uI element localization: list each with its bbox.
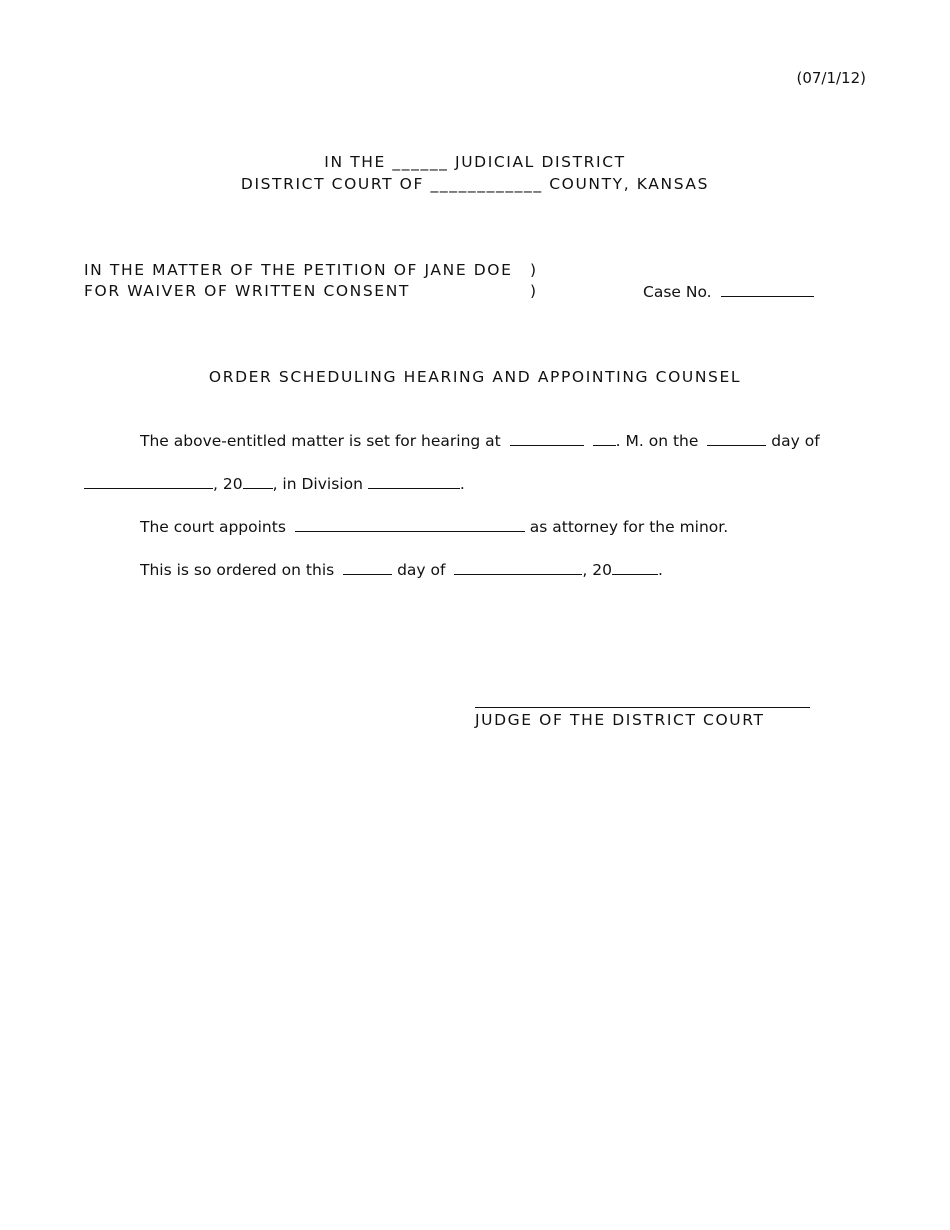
case-number-blank[interactable]: [721, 282, 814, 297]
ordered-year-prefix-text: , 20: [582, 561, 612, 579]
counsel-paragraph: [140, 517, 728, 536]
ordered-year-blank[interactable]: [612, 560, 658, 575]
order-title: ORDER SCHEDULING HEARING AND APPOINTING COUNSEL: [208, 368, 742, 386]
hearing-day-blank[interactable]: [707, 431, 766, 446]
division-text: , in Division: [272, 475, 363, 493]
court-caption-district: IN THE ______ JUDICIAL DISTRICT: [324, 153, 626, 171]
caption-paren-1: ): [530, 261, 537, 279]
hearing-time-blank[interactable]: [510, 431, 584, 446]
ordered-date-paragraph: [140, 560, 663, 579]
matter-title-line2: FOR WAIVER OF WRITTEN CONSENT: [84, 282, 410, 300]
attorney-suffix-text: as attorney for the minor.: [529, 518, 729, 536]
ordered-text: This is so ordered on this: [140, 561, 335, 579]
day-of-text: day of: [771, 432, 820, 450]
ordered-day-blank[interactable]: [343, 560, 392, 575]
case-number: [643, 282, 814, 301]
hearing-text: The above-entitled matter is set for hearing at: [140, 432, 501, 450]
am-pm-text: . M. on the: [615, 432, 699, 450]
hearing-month-blank[interactable]: [84, 474, 213, 489]
am-pm-blank[interactable]: [593, 431, 616, 446]
period-text: .: [459, 475, 465, 493]
ordered-period-text: .: [658, 561, 663, 579]
year-prefix-text: , 20: [213, 475, 243, 493]
judge-signature-line[interactable]: [475, 707, 810, 708]
revision-date: (07/1/12): [796, 69, 866, 87]
judge-signature-label: JUDGE OF THE DISTRICT COURT: [475, 711, 765, 729]
hearing-year-blank[interactable]: [243, 474, 273, 489]
ordered-day-of-text: day of: [397, 561, 446, 579]
court-appoints-text: The court appoints: [140, 518, 286, 536]
hearing-date-paragraph: [84, 474, 465, 493]
hearing-time-paragraph: [140, 431, 820, 450]
court-caption-county: DISTRICT COURT OF ____________ COUNTY, KANSAS: [240, 175, 710, 193]
attorney-name-blank[interactable]: [295, 517, 525, 532]
division-blank[interactable]: [368, 474, 460, 489]
caption-paren-2: ): [530, 282, 537, 300]
matter-title-line1: IN THE MATTER OF THE PETITION OF JANE DOE: [84, 261, 513, 279]
case-number-label: Case No.: [643, 283, 712, 301]
ordered-month-blank[interactable]: [454, 560, 582, 575]
